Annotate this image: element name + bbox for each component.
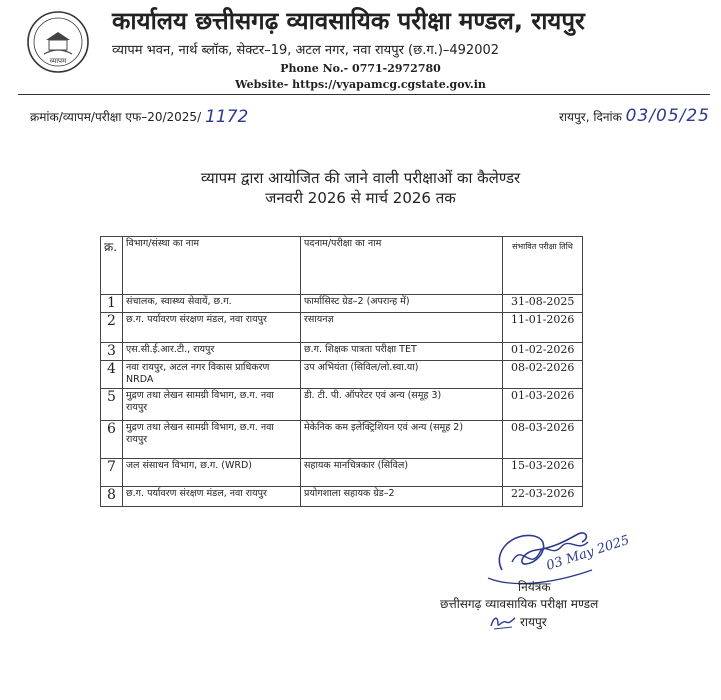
- row-post: छ.ग. शिक्षक पात्रता परीक्षा TET: [301, 343, 503, 361]
- table-header-row: [101, 237, 583, 295]
- place-date: [559, 106, 710, 126]
- signature-date: 03 May 2025: [544, 532, 632, 574]
- row-post: सहायक मानचित्रकार (सिविल): [301, 459, 503, 487]
- row-sn: 6: [101, 421, 123, 459]
- row-date: 22-03-2026: [503, 487, 583, 507]
- handwritten-reference-number: 1172: [205, 107, 249, 127]
- row-department: मुद्रण तथा लेखन सामग्री विभाग, छ.ग. नवा रायपुर: [123, 421, 301, 459]
- row-department: संचालक, स्वास्थ्य सेवायें, छ.ग.: [123, 295, 301, 313]
- row-date: 31-08-2025: [503, 295, 583, 313]
- signatory-city: रायपुर: [520, 615, 547, 629]
- table-row: [101, 295, 583, 313]
- row-post: मेकेनिक कम इलेक्ट्रिशियन एवं अन्य (समूह 2): [301, 421, 503, 459]
- row-date: 01-03-2026: [503, 389, 583, 421]
- row-date: 01-02-2026: [503, 343, 583, 361]
- row-post: फार्मासिस्ट ग्रेड–2 (अपरान्ह में): [301, 295, 503, 313]
- row-sn: 1: [101, 295, 123, 313]
- header-department: विभाग/संस्था का नाम: [123, 237, 301, 295]
- calendar-title: व्यापम द्वारा आयोजित की जाने वाली परीक्षाओं का कैलेण्डर: [200, 169, 521, 187]
- office-website: Website- https://vyapamcg.cgstate.gov.in: [235, 78, 486, 91]
- office-phone: Phone No.- 0771-2972780: [280, 62, 441, 75]
- controller-signature: [482, 512, 632, 592]
- handwritten-issue-date: 03/05/25: [625, 106, 710, 126]
- table-row: [101, 313, 583, 343]
- exam-calendar-table: [100, 236, 583, 507]
- row-post: प्रयोगशाला सहायक ग्रेड–2: [301, 487, 503, 507]
- header-sn: क्र.: [101, 237, 123, 295]
- reference-prefix: क्रमांक/व्यापम/परीक्षा एफ–20/2025/: [30, 110, 202, 124]
- header-date: संभावित परीक्षा तिथि: [503, 237, 583, 295]
- row-department: मुद्रण तथा लेखन सामग्री विभाग, छ.ग. नवा रायपुर: [123, 389, 301, 421]
- row-date: 15-03-2026: [503, 459, 583, 487]
- handwritten-initials: [488, 610, 518, 632]
- svg-text:व्यापम: व्यापम: [49, 57, 67, 65]
- row-sn: 5: [101, 389, 123, 421]
- row-sn: 2: [101, 313, 123, 343]
- row-department: एस.सी.ई.आर.टी., रायपुर: [123, 343, 301, 361]
- row-sn: 8: [101, 487, 123, 507]
- row-date: 08-02-2026: [503, 361, 583, 389]
- reference-line: [30, 102, 710, 126]
- row-date: 08-03-2026: [503, 421, 583, 459]
- table-row: [101, 343, 583, 361]
- table-row: [101, 421, 583, 459]
- reference-number: [30, 106, 248, 126]
- row-sn: 4: [101, 361, 123, 389]
- row-sn: 3: [101, 343, 123, 361]
- signatory-organization: छत्तीसगढ़ व्यावसायिक परीक्षा मण्डल: [440, 597, 599, 611]
- header-divider: [18, 94, 710, 95]
- row-sn: 7: [101, 459, 123, 487]
- office-title: कार्यालय छत्तीसगढ़ व्यावसायिक परीक्षा मण्डल, रायपुर: [112, 7, 585, 35]
- row-department: जल संसाधन विभाग, छ.ग. (WRD): [123, 459, 301, 487]
- signatory-designation: नियंत्रक: [518, 580, 551, 594]
- row-department: छ.ग. पर्यावरण संरक्षण मंडल, नवा रायपुर: [123, 313, 301, 343]
- row-department: छ.ग. पर्यावरण संरक्षण मंडल, नवा रायपुर: [123, 487, 301, 507]
- row-date: 11-01-2026: [503, 313, 583, 343]
- row-post: रसायनज्ञ: [301, 313, 503, 343]
- place-date-label: रायपुर, दिनांक: [559, 110, 622, 124]
- table-row: [101, 487, 583, 507]
- table-row: [101, 389, 583, 421]
- header-post: पदनाम/परीक्षा का नाम: [301, 237, 503, 295]
- row-department: नवा रायपुर, अटल नगर विकास प्राधिकरण NRDA: [123, 361, 301, 389]
- row-post: उप अभियंता (सिविल/लो.स्वा.या): [301, 361, 503, 389]
- calendar-subtitle: जनवरी 2026 से मार्च 2026 तक: [265, 189, 456, 207]
- row-post: डी. टी. पी. ऑपरेटर एवं अन्य (समूह 3): [301, 389, 503, 421]
- office-address: व्यापम भवन, नार्थ ब्लॉक, सेक्टर–19, अटल नगर, नवा रायपुर (छ.ग.)–492002: [112, 43, 500, 58]
- table-row: [101, 459, 583, 487]
- table-row: [101, 361, 583, 389]
